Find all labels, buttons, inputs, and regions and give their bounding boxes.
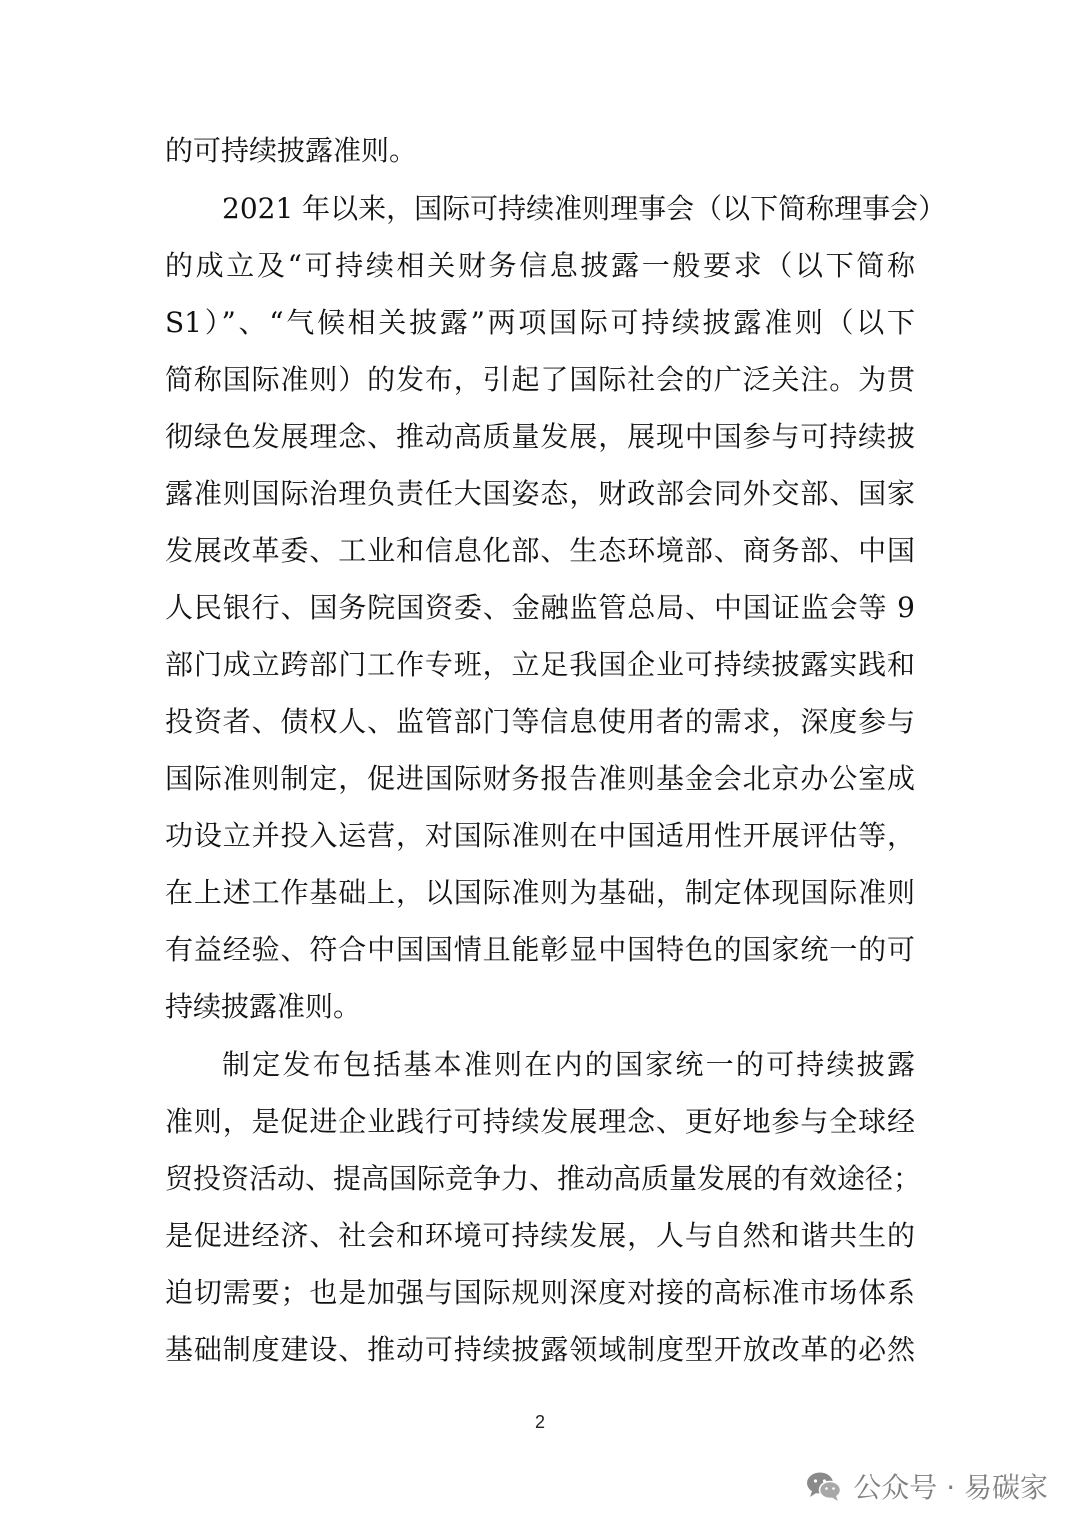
text-line: 国际准则制定，促进国际财务报告准则基金会北京办公室成 — [165, 762, 915, 795]
text-line: 是促进经济、社会和环境可持续发展，人与自然和谐共生的 — [165, 1219, 915, 1252]
text-line: 准则，是促进企业践行可持续发展理念、更好地参与全球经 — [165, 1105, 915, 1138]
text-line: 迫切需要；也是加强与国际规则深度对接的高标准市场体系 — [165, 1276, 915, 1309]
text-line: 露准则国际治理负责任大国姿态，财政部会同外交部、国家 — [165, 477, 915, 510]
text-line: 投资者、债权人、监管部门等信息使用者的需求，深度参与 — [165, 705, 915, 738]
text-line: 简称国际准则）的发布，引起了国际社会的广泛关注。为贯 — [165, 363, 915, 396]
text-line: 在上述工作基础上，以国际准则为基础，制定体现国际准则 — [165, 876, 915, 909]
text-line: 的可持续披露准则。 — [165, 134, 418, 167]
text-line: 功设立并投入运营，对国际准则在中国适用性开展评估等， — [165, 819, 915, 852]
page-number: 2 — [534, 1412, 545, 1432]
text-line: 发展改革委、工业和信息化部、生态环境部、商务部、中国 — [165, 534, 915, 567]
text-line: 制定发布包括基本准则在内的国家统一的可持续披露 — [222, 1048, 915, 1081]
text-line: 基础制度建设、推动可持续披露领域制度型开放改革的必然 — [165, 1333, 915, 1366]
text-line: 部门成立跨部门工作专班，立足我国企业可持续披露实践和 — [165, 648, 915, 681]
text-line: 贸投资活动、提高国际竞争力、推动高质量发展的有效途径； — [165, 1162, 922, 1195]
watermark-text: 公众号 · 易碳家 — [853, 1471, 1048, 1504]
text-line: 2021 年以来，国际可持续准则理事会（以下简称理事会） — [222, 192, 947, 225]
text-line: 人民银行、国务院国资委、金融监管总局、中国证监会等 9 — [165, 591, 915, 624]
wechat-watermark — [805, 1466, 1048, 1506]
text-line: 彻绿色发展理念、推动高质量发展，展现中国参与可持续披 — [165, 420, 915, 453]
text-line: 的成立及“可持续相关财务信息披露一般要求（以下简称 — [165, 249, 915, 282]
text-line: 有益经验、符合中国国情且能彰显中国特色的国家统一的可 — [165, 933, 915, 966]
wechat-icon — [805, 1470, 843, 1502]
text-line: 持续披露准则。 — [165, 990, 362, 1023]
text-line: S1）”、“气候相关披露”两项国际可持续披露准则（以下 — [165, 306, 915, 339]
